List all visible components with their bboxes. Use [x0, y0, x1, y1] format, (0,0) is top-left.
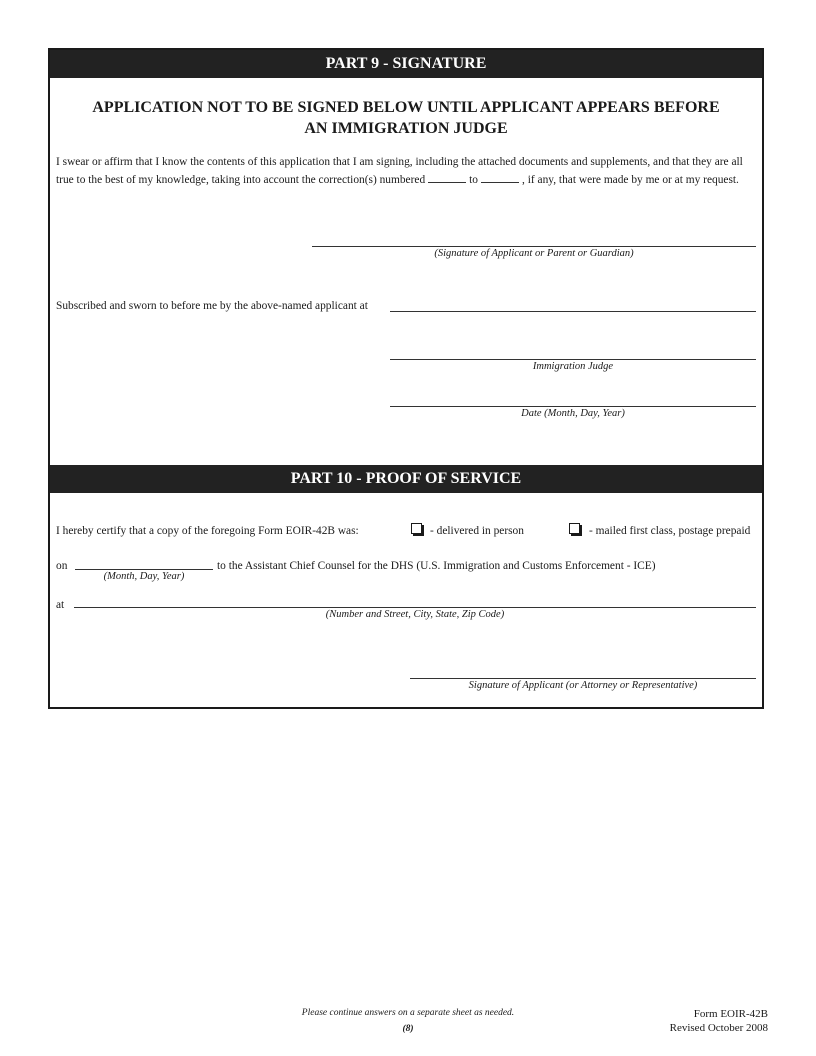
form-name: Form EOIR-42B: [693, 1008, 768, 1020]
oath-text-part1: I swear or affirm that I know the contents of this application that I am signing, including the attached documents and supplements, and that they are all true to the best of my knowledge, taking into account the correction(s) numbered: [56, 156, 743, 186]
oath-text-part2: , if any, that were made by me or at my request.: [522, 174, 739, 186]
correction-to-field[interactable]: [481, 172, 519, 183]
page-number: (8): [402, 1024, 414, 1034]
service-date-caption: (Month, Day, Year): [103, 571, 185, 582]
on-label: on: [56, 560, 68, 572]
correction-from-field[interactable]: [428, 172, 466, 183]
part10-heading: PART 10 - PROOF OF SERVICE: [290, 470, 522, 487]
delivered-in-person-label: - delivered in person: [430, 525, 524, 537]
service-date-line[interactable]: [75, 569, 213, 570]
immigration-judge-caption: Immigration Judge: [532, 361, 614, 372]
part9-heading-bar: [50, 50, 762, 78]
service-address-caption: (Number and Street, City, State, Zip Code): [325, 609, 505, 620]
part10-heading-bar: [50, 465, 762, 493]
oath-paragraph: [56, 153, 758, 189]
signing-notice-line2: AN IMMIGRATION JUDGE: [304, 120, 508, 137]
mailed-first-class-checkbox[interactable]: [569, 523, 580, 534]
at-label: at: [56, 599, 65, 611]
service-signature-line[interactable]: [410, 678, 756, 679]
subscribed-location-line[interactable]: [390, 311, 756, 312]
immigration-judge-signature-line[interactable]: [390, 359, 756, 360]
form-revision: Revised October 2008: [669, 1022, 768, 1034]
continue-note: Please continue answers on a separate sheet as needed.: [301, 1008, 515, 1018]
delivered-in-person-checkbox[interactable]: [411, 523, 422, 534]
signing-notice: [50, 97, 762, 139]
signing-notice-line1: APPLICATION NOT TO BE SIGNED BELOW UNTIL APPLICANT APPEARS BEFORE: [92, 99, 720, 116]
recipient-text: to the Assistant Chief Counsel for the DHS (U.S. Immigration and Customs Enforcement - ICE): [217, 560, 656, 572]
mailed-first-class-label: - mailed first class, postage prepaid: [589, 525, 751, 537]
service-address-line[interactable]: [74, 607, 756, 608]
judge-date-caption: Date (Month, Day, Year): [521, 408, 625, 419]
part9-heading: PART 9 - SIGNATURE: [325, 55, 487, 72]
form-identifier: [670, 1007, 768, 1035]
applicant-signature-caption: (Signature of Applicant or Parent or Guardian): [434, 248, 634, 259]
oath-to-word: to: [469, 174, 479, 186]
subscribed-text: Subscribed and sworn to before me by the above-named applicant at: [56, 300, 368, 312]
form-box: [48, 48, 764, 709]
service-signature-caption: Signature of Applicant (or Attorney or Representative): [468, 680, 698, 691]
certify-text: I hereby certify that a copy of the foregoing Form EOIR-42B was:: [56, 525, 359, 537]
judge-date-line[interactable]: [390, 406, 756, 407]
applicant-signature-line[interactable]: [312, 246, 756, 247]
